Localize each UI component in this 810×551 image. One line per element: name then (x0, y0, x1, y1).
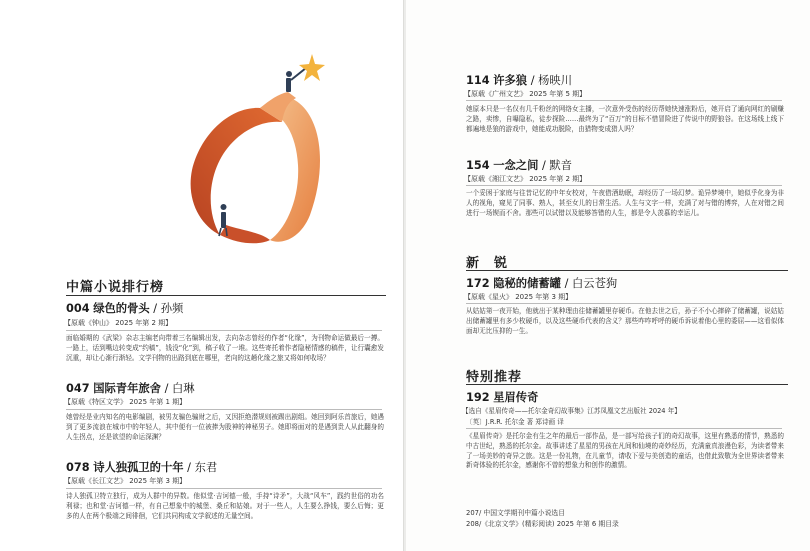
entry-source-114: 【原载《广州文艺》 2025 年第 5 期】 (464, 90, 587, 98)
entry-desc-154: 一个妥困于家庭与往昔记忆的中年女校对，午夜借酒助眠，却经历了一场幻梦。诡异梦境中，她似乎化身为非人的视角，窥见了同事、熟人，甚至女儿的日常生活。人生与文字一样，充满了对与错的博弈，人在对错之间进行一场锲而不舍。那些可以试错以及能够答错的人生，都是令人羡慕的幸运儿。 (466, 189, 784, 217)
entry-title-154: 154 一念之间 / 默音 (466, 159, 572, 172)
entry-desc-172: 从姑姑第一夜开始，他就出于某种理由往储蓄罐里存硬币。在他去世之后，孙子不小心摔碎了储蓄罐，说姑姑出储蓄罐里有多少枚硬币，以及这些硬币代表的含义？那些咋咋呼呼的硬币诉说着他心里的委屈——这看似体面却无比压抑的一生。 (466, 307, 784, 335)
entry-source-004: 【原载《钟山》 2025 年第 2 期】 (64, 319, 173, 327)
entry-desc-047: 她曾经是业内知名的电影编剧，被男友骗色骗财之后，又因拒绝潜规则被踢出剧组。她回到阿乐首旅后，她遇到了更多流浪在城市中的年轻人，其中便有一位被捧为股神的神秘男子。她即将面对的是遇到贵人从此翻身的人生拐点，还是欲望的命运深渊？ (66, 413, 384, 441)
mobius-ribbon-illustration (160, 40, 340, 270)
footer-line: 208/《北京文学》(精彩阅读) 2025 年第 6 期目录 (466, 520, 619, 528)
entry-title-172: 172 隐秘的储蓄罐 / 白云苍狗 (466, 277, 618, 290)
entry-rule (66, 409, 382, 410)
entry-rule (466, 428, 782, 429)
entry-rule (466, 303, 782, 304)
left-page (0, 0, 404, 551)
entry-title-047: 047 国际青年旅舍 / 白琳 (66, 382, 195, 395)
entry-desc-114: 她原本只是一名仅有几千粉丝的网络女主播，一次意外受伤的经历帮她快速涨粉后，她开启了通向网红的刷赚之路，卖惨，自曝隐私，徒步探险……最终为了“百万”的目标不惜冒险进了传说中的野狼谷。在这场线上线下都遍地是狼的游戏中，她能成功脱险，由猎物变成猎人吗？ (466, 105, 784, 133)
ribbon-front (191, 108, 282, 235)
entry-title-004: 004 绿色的骨头 / 孙频 (66, 302, 184, 315)
entry-source-154: 【原载《湘江文艺》 2025 年第 2 期】 (464, 175, 587, 183)
entry-desc-192: 《星眉传奇》是托尔金有生之年的最后一部作品，是一部写给孩子们的奇幻故事，这里有熟悉的情节，熟悉的中古世纪，熟悉的托尔金。故事讲述了星星的男孩在凡间和仙境的奇妙经历，充满童真浪漫色彩，为读者带来了一场美妙的奇异之旅。这是一份礼物，在儿童节，请收下爱与美创造的童话，也借此致敬为全世界读者带来新奇体验的托尔金，感谢你不曾的想象力和创作的激情。 (466, 432, 784, 470)
entry-desc-004: 面临婚期的《武梁》杂志主编老向带着三名编辑出发，去向杂志曾经的作者“化缘”，为刊物命运做最后一搏。一路上，话到嘴边转变成“约稿”，钱没“化”到，稿子收了一堆。这些寄托着作者隐秘情感的稿件，让行囊愈发沉重，却让心渐行渐轻。文学刊物的出路到底在哪里，老向的这趟化缘之旅又将如何收场？ (66, 334, 384, 362)
entry-rule (466, 185, 782, 186)
section-divider (466, 384, 788, 385)
entry-translator-192: 〔英〕J.R.R. 托尔金 著 郑诗画 译 (466, 418, 564, 426)
section-title-novella-rankings: 中篇小说排行榜 (66, 280, 165, 295)
entry-title-192: 192 星眉传奇 (466, 391, 539, 404)
entry-source-172: 【原载《星火》 2025 年第 3 期】 (464, 293, 573, 301)
entry-desc-078: 诗人独孤卫特立独行，成为人群中的异数。他似堂·吉诃德一般，手持“诗矛”，大战“风车”，践约世俗的功名利禄；也和堂·吉诃德一样，有自己想象中的城堡、桑丘和姑娘。对于一些人，人生要么挣钱，要么后悔；更多的人在两个极端之间徘徊，它们共同构成文学叙述的无量空间。 (66, 492, 384, 520)
section-divider (66, 295, 386, 296)
top-figure (286, 68, 306, 92)
section-title-new: 新 锐 (466, 256, 509, 271)
entry-source-078: 【原载《长江文艺》 2025 年第 3 期】 (64, 477, 187, 485)
entry-title-114: 114 许多狼 / 杨映川 (466, 74, 572, 87)
entry-title-078: 078 诗人独孤卫的十年 / 东君 (66, 461, 218, 474)
entry-source-192: 【选自《星眉传奇——托尔金奇幻故事集》江苏凤凰文艺出版社 2024 年】 (462, 407, 681, 415)
section-divider (466, 270, 788, 271)
entry-rule (466, 100, 782, 101)
entry-source-047: 【原载《特区文学》 2025 年第 1 期】 (64, 398, 187, 406)
star-shape (299, 54, 325, 81)
toc-footer (466, 508, 619, 530)
section-title-special: 特别推荐 (466, 370, 523, 385)
entry-rule (66, 330, 382, 331)
footer-line: 207/ 中国文学期刊中篇小说选目 (466, 509, 565, 517)
entry-rule (66, 488, 382, 489)
right-page (406, 0, 810, 551)
